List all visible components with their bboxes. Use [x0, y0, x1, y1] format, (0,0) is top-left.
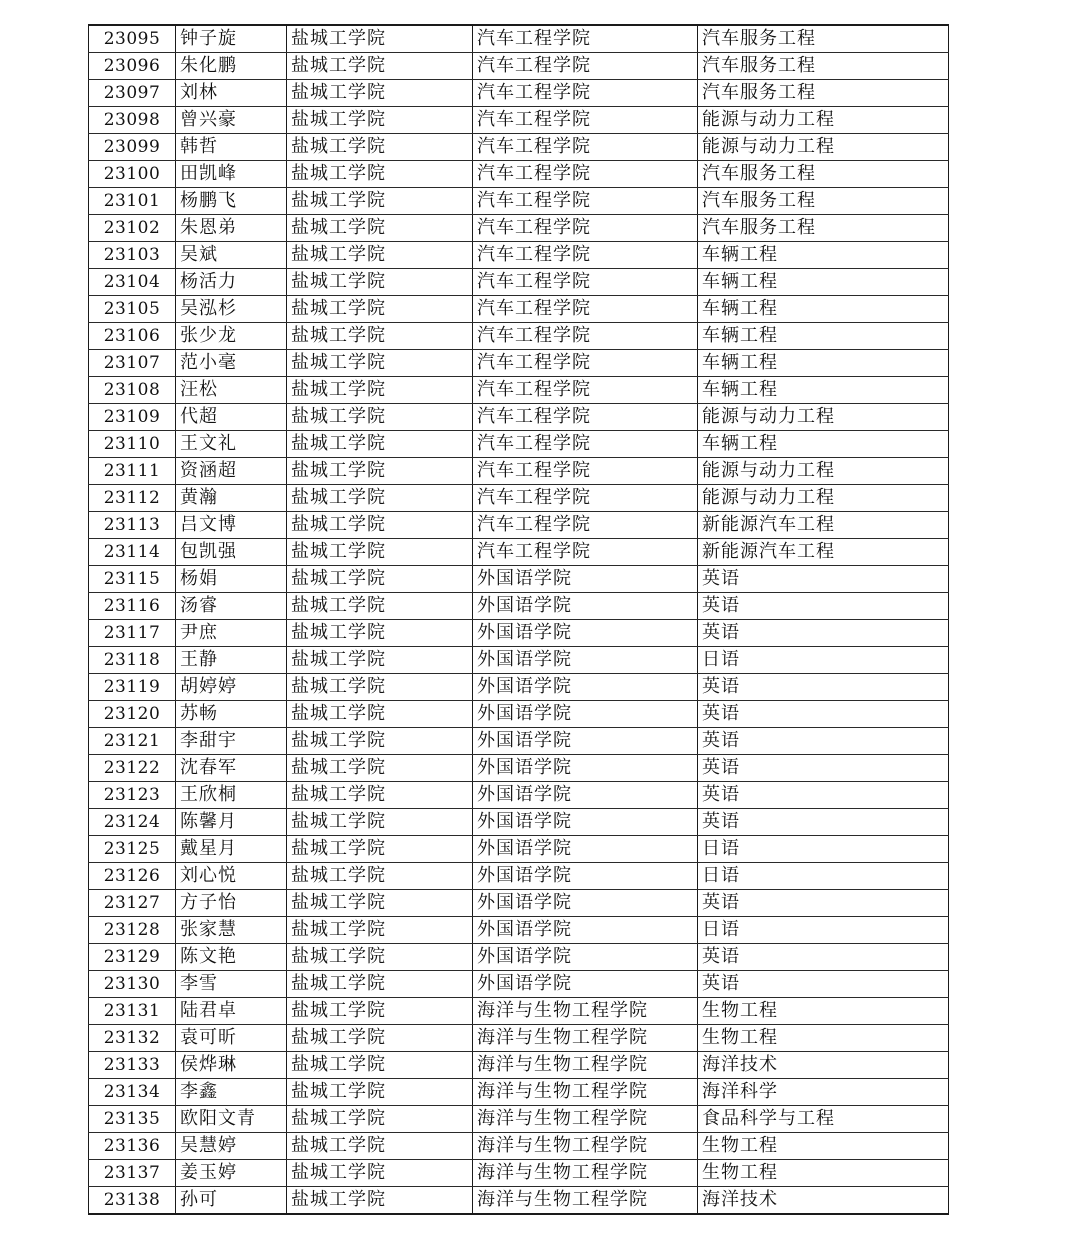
cell-name: 陈馨月: [176, 809, 287, 836]
cell-id: 23112: [89, 485, 176, 512]
table-row: [89, 836, 949, 863]
cell-school: 盐城工学院: [287, 620, 473, 647]
cell-college: 外国语学院: [473, 674, 698, 701]
cell-college: 汽车工程学院: [473, 25, 698, 53]
cell-college: 汽车工程学院: [473, 161, 698, 188]
table-row: [89, 1133, 949, 1160]
cell-school: 盐城工学院: [287, 458, 473, 485]
cell-school: 盐城工学院: [287, 485, 473, 512]
cell-college: 汽车工程学院: [473, 485, 698, 512]
cell-school: 盐城工学院: [287, 755, 473, 782]
cell-school: 盐城工学院: [287, 53, 473, 80]
roster-body: [89, 25, 949, 1214]
cell-major: 车辆工程: [698, 269, 949, 296]
cell-school: 盐城工学院: [287, 1079, 473, 1106]
table-row: [89, 134, 949, 161]
table-row: [89, 161, 949, 188]
cell-school: 盐城工学院: [287, 431, 473, 458]
cell-id: 23137: [89, 1160, 176, 1187]
table-row: [89, 1079, 949, 1106]
cell-college: 汽车工程学院: [473, 215, 698, 242]
cell-major: 能源与动力工程: [698, 107, 949, 134]
cell-name: 欧阳文青: [176, 1106, 287, 1133]
cell-name: 王静: [176, 647, 287, 674]
cell-id: 23130: [89, 971, 176, 998]
cell-name: 黄瀚: [176, 485, 287, 512]
cell-major: 日语: [698, 836, 949, 863]
table-row: [89, 512, 949, 539]
cell-id: 23096: [89, 53, 176, 80]
cell-id: 23101: [89, 188, 176, 215]
cell-id: 23102: [89, 215, 176, 242]
cell-name: 孙可: [176, 1187, 287, 1215]
cell-name: 袁可昕: [176, 1025, 287, 1052]
cell-college: 汽车工程学院: [473, 53, 698, 80]
cell-major: 英语: [698, 593, 949, 620]
cell-college: 外国语学院: [473, 917, 698, 944]
cell-school: 盐城工学院: [287, 161, 473, 188]
table-row: [89, 404, 949, 431]
cell-college: 外国语学院: [473, 728, 698, 755]
cell-id: 23108: [89, 377, 176, 404]
table-row: [89, 107, 949, 134]
cell-id: 23113: [89, 512, 176, 539]
cell-school: 盐城工学院: [287, 404, 473, 431]
table-row: [89, 647, 949, 674]
cell-school: 盐城工学院: [287, 539, 473, 566]
table-row: [89, 944, 949, 971]
table-row: [89, 1160, 949, 1187]
cell-name: 刘心悦: [176, 863, 287, 890]
cell-id: 23118: [89, 647, 176, 674]
cell-id: 23097: [89, 80, 176, 107]
cell-id: 23127: [89, 890, 176, 917]
cell-school: 盐城工学院: [287, 350, 473, 377]
table-row: [89, 1025, 949, 1052]
cell-major: 汽车服务工程: [698, 25, 949, 53]
cell-name: 李雪: [176, 971, 287, 998]
cell-name: 范小毫: [176, 350, 287, 377]
cell-name: 王欣桐: [176, 782, 287, 809]
cell-name: 曾兴豪: [176, 107, 287, 134]
cell-school: 盐城工学院: [287, 242, 473, 269]
cell-college: 外国语学院: [473, 593, 698, 620]
cell-major: 能源与动力工程: [698, 485, 949, 512]
cell-major: 生物工程: [698, 1133, 949, 1160]
cell-major: 汽车服务工程: [698, 188, 949, 215]
cell-school: 盐城工学院: [287, 296, 473, 323]
cell-name: 李甜宇: [176, 728, 287, 755]
cell-id: 23138: [89, 1187, 176, 1215]
table-row: [89, 863, 949, 890]
cell-id: 23126: [89, 863, 176, 890]
cell-major: 能源与动力工程: [698, 458, 949, 485]
cell-college: 外国语学院: [473, 782, 698, 809]
cell-id: 23098: [89, 107, 176, 134]
cell-school: 盐城工学院: [287, 566, 473, 593]
cell-major: 英语: [698, 809, 949, 836]
cell-college: 汽车工程学院: [473, 458, 698, 485]
cell-college: 汽车工程学院: [473, 242, 698, 269]
cell-college: 海洋与生物工程学院: [473, 998, 698, 1025]
cell-college: 汽车工程学院: [473, 539, 698, 566]
cell-name: 姜玉婷: [176, 1160, 287, 1187]
cell-name: 资涵超: [176, 458, 287, 485]
cell-name: 汤睿: [176, 593, 287, 620]
cell-major: 汽车服务工程: [698, 80, 949, 107]
cell-school: 盐城工学院: [287, 593, 473, 620]
table-row: [89, 188, 949, 215]
cell-id: 23123: [89, 782, 176, 809]
cell-school: 盐城工学院: [287, 269, 473, 296]
cell-college: 汽车工程学院: [473, 134, 698, 161]
cell-name: 尹庶: [176, 620, 287, 647]
cell-school: 盐城工学院: [287, 134, 473, 161]
table-row: [89, 1052, 949, 1079]
cell-major: 汽车服务工程: [698, 161, 949, 188]
cell-id: 23100: [89, 161, 176, 188]
cell-major: 日语: [698, 917, 949, 944]
table-row: [89, 809, 949, 836]
cell-school: 盐城工学院: [287, 25, 473, 53]
cell-college: 汽车工程学院: [473, 404, 698, 431]
cell-name: 陆君卓: [176, 998, 287, 1025]
cell-major: 英语: [698, 620, 949, 647]
table-row: [89, 917, 949, 944]
cell-major: 车辆工程: [698, 377, 949, 404]
roster-table: [88, 24, 949, 1215]
cell-college: 外国语学院: [473, 647, 698, 674]
cell-school: 盐城工学院: [287, 809, 473, 836]
cell-college: 外国语学院: [473, 971, 698, 998]
cell-name: 朱恩弟: [176, 215, 287, 242]
table-row: [89, 269, 949, 296]
table-row: [89, 782, 949, 809]
cell-college: 汽车工程学院: [473, 377, 698, 404]
cell-name: 杨鹏飞: [176, 188, 287, 215]
cell-school: 盐城工学院: [287, 782, 473, 809]
cell-name: 钟子旋: [176, 25, 287, 53]
cell-name: 李鑫: [176, 1079, 287, 1106]
cell-id: 23124: [89, 809, 176, 836]
table-row: [89, 971, 949, 998]
cell-id: 23106: [89, 323, 176, 350]
table-row: [89, 593, 949, 620]
cell-major: 车辆工程: [698, 350, 949, 377]
cell-school: 盐城工学院: [287, 701, 473, 728]
cell-school: 盐城工学院: [287, 1133, 473, 1160]
cell-id: 23121: [89, 728, 176, 755]
cell-id: 23132: [89, 1025, 176, 1052]
cell-major: 车辆工程: [698, 323, 949, 350]
cell-major: 食品科学与工程: [698, 1106, 949, 1133]
cell-major: 汽车服务工程: [698, 215, 949, 242]
cell-id: 23119: [89, 674, 176, 701]
cell-name: 汪松: [176, 377, 287, 404]
cell-college: 海洋与生物工程学院: [473, 1187, 698, 1215]
cell-school: 盐城工学院: [287, 728, 473, 755]
cell-major: 车辆工程: [698, 431, 949, 458]
cell-major: 能源与动力工程: [698, 134, 949, 161]
cell-major: 日语: [698, 647, 949, 674]
cell-school: 盐城工学院: [287, 971, 473, 998]
cell-major: 新能源汽车工程: [698, 512, 949, 539]
table-row: [89, 215, 949, 242]
cell-school: 盐城工学院: [287, 1106, 473, 1133]
cell-college: 汽车工程学院: [473, 512, 698, 539]
table-row: [89, 674, 949, 701]
table-row: [89, 242, 949, 269]
cell-college: 汽车工程学院: [473, 80, 698, 107]
table-row: [89, 431, 949, 458]
cell-school: 盐城工学院: [287, 674, 473, 701]
table-row: [89, 755, 949, 782]
cell-id: 23133: [89, 1052, 176, 1079]
table-row: [89, 80, 949, 107]
cell-id: 23129: [89, 944, 176, 971]
cell-major: 英语: [698, 728, 949, 755]
table-row: [89, 350, 949, 377]
cell-college: 汽车工程学院: [473, 431, 698, 458]
cell-school: 盐城工学院: [287, 512, 473, 539]
cell-name: 沈春军: [176, 755, 287, 782]
table-row: [89, 539, 949, 566]
cell-school: 盐城工学院: [287, 323, 473, 350]
cell-major: 生物工程: [698, 1025, 949, 1052]
cell-id: 23117: [89, 620, 176, 647]
cell-name: 代超: [176, 404, 287, 431]
cell-name: 张少龙: [176, 323, 287, 350]
cell-id: 23095: [89, 25, 176, 53]
cell-name: 戴星月: [176, 836, 287, 863]
cell-school: 盐城工学院: [287, 1160, 473, 1187]
cell-id: 23122: [89, 755, 176, 782]
cell-school: 盐城工学院: [287, 1187, 473, 1215]
table-row: [89, 53, 949, 80]
cell-major: 生物工程: [698, 998, 949, 1025]
table-row: [89, 323, 949, 350]
cell-id: 23136: [89, 1133, 176, 1160]
cell-name: 苏畅: [176, 701, 287, 728]
cell-major: 汽车服务工程: [698, 53, 949, 80]
cell-major: 海洋技术: [698, 1187, 949, 1215]
cell-school: 盐城工学院: [287, 80, 473, 107]
cell-school: 盐城工学院: [287, 1025, 473, 1052]
cell-id: 23109: [89, 404, 176, 431]
cell-college: 外国语学院: [473, 944, 698, 971]
cell-school: 盐城工学院: [287, 107, 473, 134]
cell-id: 23105: [89, 296, 176, 323]
cell-major: 英语: [698, 971, 949, 998]
cell-major: 新能源汽车工程: [698, 539, 949, 566]
cell-college: 外国语学院: [473, 566, 698, 593]
cell-major: 生物工程: [698, 1160, 949, 1187]
cell-name: 吴慧婷: [176, 1133, 287, 1160]
cell-college: 汽车工程学院: [473, 296, 698, 323]
cell-school: 盐城工学院: [287, 188, 473, 215]
cell-id: 23104: [89, 269, 176, 296]
cell-major: 能源与动力工程: [698, 404, 949, 431]
cell-id: 23110: [89, 431, 176, 458]
cell-college: 汽车工程学院: [473, 188, 698, 215]
cell-name: 杨活力: [176, 269, 287, 296]
cell-name: 刘林: [176, 80, 287, 107]
cell-name: 韩哲: [176, 134, 287, 161]
cell-major: 海洋技术: [698, 1052, 949, 1079]
cell-school: 盐城工学院: [287, 1052, 473, 1079]
cell-major: 英语: [698, 701, 949, 728]
cell-college: 外国语学院: [473, 890, 698, 917]
cell-name: 朱化鹏: [176, 53, 287, 80]
cell-id: 23131: [89, 998, 176, 1025]
cell-college: 汽车工程学院: [473, 107, 698, 134]
cell-id: 23135: [89, 1106, 176, 1133]
cell-school: 盐城工学院: [287, 215, 473, 242]
cell-name: 吴泓杉: [176, 296, 287, 323]
cell-school: 盐城工学院: [287, 647, 473, 674]
table-row: [89, 296, 949, 323]
cell-name: 包凯强: [176, 539, 287, 566]
cell-school: 盐城工学院: [287, 917, 473, 944]
cell-major: 车辆工程: [698, 296, 949, 323]
cell-name: 吕文博: [176, 512, 287, 539]
cell-college: 海洋与生物工程学院: [473, 1052, 698, 1079]
cell-name: 方子怡: [176, 890, 287, 917]
cell-major: 海洋科学: [698, 1079, 949, 1106]
cell-id: 23120: [89, 701, 176, 728]
cell-school: 盐城工学院: [287, 944, 473, 971]
cell-id: 23111: [89, 458, 176, 485]
cell-college: 外国语学院: [473, 620, 698, 647]
cell-college: 外国语学院: [473, 863, 698, 890]
cell-name: 杨娟: [176, 566, 287, 593]
cell-name: 田凯峰: [176, 161, 287, 188]
cell-name: 吴斌: [176, 242, 287, 269]
table-row: [89, 377, 949, 404]
cell-id: 23107: [89, 350, 176, 377]
table-row: [89, 620, 949, 647]
cell-school: 盐城工学院: [287, 863, 473, 890]
cell-major: 英语: [698, 566, 949, 593]
cell-major: 车辆工程: [698, 242, 949, 269]
table-row: [89, 701, 949, 728]
cell-college: 汽车工程学院: [473, 323, 698, 350]
cell-major: 英语: [698, 890, 949, 917]
table-row: [89, 1187, 949, 1215]
table-row: [89, 25, 949, 53]
cell-college: 海洋与生物工程学院: [473, 1079, 698, 1106]
cell-school: 盐城工学院: [287, 890, 473, 917]
table-row: [89, 458, 949, 485]
table-row: [89, 566, 949, 593]
cell-id: 23125: [89, 836, 176, 863]
cell-college: 汽车工程学院: [473, 269, 698, 296]
cell-school: 盐城工学院: [287, 836, 473, 863]
cell-name: 侯烨琳: [176, 1052, 287, 1079]
table-row: [89, 485, 949, 512]
cell-college: 外国语学院: [473, 701, 698, 728]
cell-id: 23099: [89, 134, 176, 161]
table-row: [89, 890, 949, 917]
cell-name: 王文礼: [176, 431, 287, 458]
cell-major: 英语: [698, 674, 949, 701]
table-row: [89, 728, 949, 755]
cell-major: 英语: [698, 944, 949, 971]
cell-college: 汽车工程学院: [473, 350, 698, 377]
cell-major: 日语: [698, 863, 949, 890]
cell-id: 23103: [89, 242, 176, 269]
cell-name: 胡婷婷: [176, 674, 287, 701]
cell-college: 海洋与生物工程学院: [473, 1106, 698, 1133]
cell-name: 陈文艳: [176, 944, 287, 971]
cell-college: 海洋与生物工程学院: [473, 1160, 698, 1187]
cell-id: 23116: [89, 593, 176, 620]
cell-school: 盐城工学院: [287, 377, 473, 404]
table-row: [89, 1106, 949, 1133]
cell-id: 23114: [89, 539, 176, 566]
cell-school: 盐城工学院: [287, 998, 473, 1025]
cell-college: 海洋与生物工程学院: [473, 1133, 698, 1160]
cell-college: 外国语学院: [473, 836, 698, 863]
cell-college: 海洋与生物工程学院: [473, 1025, 698, 1052]
cell-name: 张家慧: [176, 917, 287, 944]
cell-college: 外国语学院: [473, 755, 698, 782]
cell-id: 23134: [89, 1079, 176, 1106]
cell-major: 英语: [698, 755, 949, 782]
table-row: [89, 998, 949, 1025]
cell-major: 英语: [698, 782, 949, 809]
cell-college: 外国语学院: [473, 809, 698, 836]
cell-id: 23128: [89, 917, 176, 944]
cell-id: 23115: [89, 566, 176, 593]
